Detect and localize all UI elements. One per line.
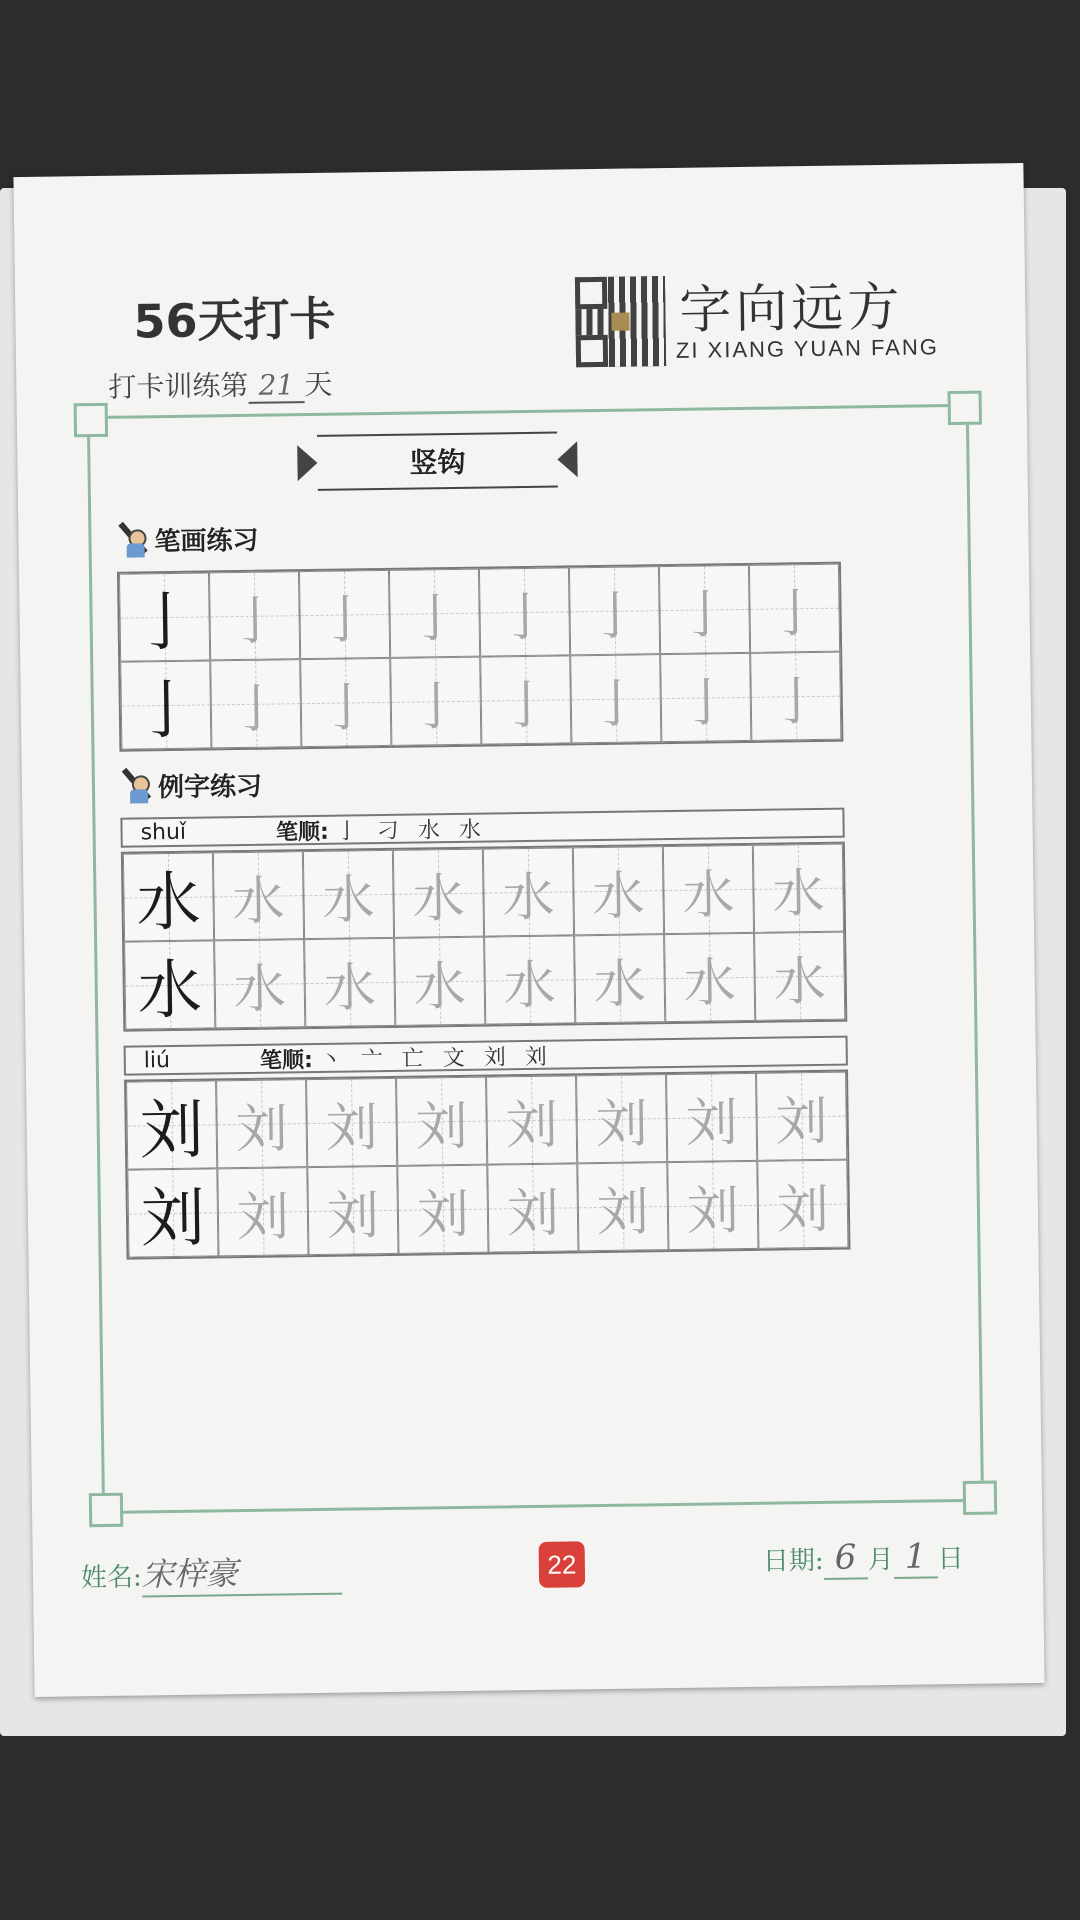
example-heading-label: 例字练习 bbox=[157, 771, 263, 804]
brand-logo: 字向远方 bbox=[678, 277, 904, 341]
handwritten-character: 亅 bbox=[679, 672, 733, 734]
handwritten-character: 亅 bbox=[769, 671, 823, 733]
practice-cell bbox=[484, 935, 575, 1024]
student-brush-icon bbox=[114, 523, 148, 557]
grid-row bbox=[124, 932, 845, 1030]
handwritten-character: 水 bbox=[592, 865, 645, 927]
practice-cell bbox=[213, 851, 304, 940]
practice-cell bbox=[479, 567, 570, 656]
handwritten-character: 亅 bbox=[589, 673, 643, 735]
name-label: 姓名: bbox=[80, 1562, 142, 1594]
practice-cell bbox=[396, 1077, 487, 1166]
grid-row bbox=[120, 652, 841, 750]
practice-cell bbox=[570, 654, 661, 743]
day-value: 21 bbox=[248, 368, 304, 404]
stroke-order: 亅 刁 水 水 bbox=[335, 817, 488, 845]
date-day: 1 bbox=[893, 1536, 938, 1579]
lesson-banner: 竖钩 bbox=[317, 432, 558, 491]
model-character: 亅 bbox=[132, 585, 198, 661]
handwritten-character: 刘 bbox=[326, 1185, 380, 1247]
handwritten-character: 水 bbox=[502, 867, 555, 928]
model-character: 水 bbox=[137, 953, 203, 1029]
handwritten-character: 亅 bbox=[499, 675, 553, 736]
qr-code-icon bbox=[575, 276, 666, 367]
worksheet-title: 56天打卡 bbox=[133, 291, 336, 349]
practice-cell bbox=[209, 571, 300, 660]
model-cell bbox=[120, 660, 211, 749]
practice-cell bbox=[217, 1167, 308, 1256]
handwritten-character: 亅 bbox=[408, 588, 462, 650]
grid-row bbox=[119, 564, 840, 662]
handwritten-character: 水 bbox=[773, 951, 827, 1013]
day-unit: 日 bbox=[937, 1543, 964, 1575]
handwritten-character: 刘 bbox=[416, 1184, 470, 1246]
handwritten-character: 水 bbox=[413, 956, 467, 1018]
month-unit: 月 bbox=[867, 1544, 894, 1576]
practice-cell bbox=[666, 1073, 757, 1162]
practice-cell bbox=[303, 850, 394, 939]
handwritten-character: 水 bbox=[682, 864, 735, 926]
stroke-grid bbox=[117, 562, 843, 752]
stroke-order: 丶 亠 亡 文 刘 刘 bbox=[319, 1044, 553, 1073]
date-label: 日期: bbox=[762, 1545, 824, 1577]
model-cell bbox=[119, 572, 210, 661]
practice-cell bbox=[307, 1166, 398, 1255]
model-cell bbox=[127, 1168, 218, 1257]
practice-cell bbox=[663, 845, 754, 934]
practice-cell bbox=[299, 570, 390, 659]
practice-cell bbox=[660, 653, 751, 742]
practice-cell bbox=[577, 1162, 668, 1251]
pinyin-text: shuǐ bbox=[140, 819, 187, 845]
practice-cell bbox=[486, 1075, 577, 1164]
name-value: 宋梓豪 bbox=[141, 1547, 342, 1598]
practice-cell bbox=[210, 659, 301, 748]
practice-cell bbox=[569, 566, 660, 655]
handwritten-character: 亅 bbox=[319, 677, 373, 739]
handwritten-character: 刘 bbox=[596, 1181, 650, 1243]
handwritten-character: 亅 bbox=[409, 676, 463, 738]
handwritten-character: 水 bbox=[772, 863, 825, 925]
handwritten-character: 水 bbox=[503, 955, 557, 1016]
practice-cell bbox=[480, 655, 571, 744]
handwritten-character: 刘 bbox=[236, 1186, 290, 1248]
handwritten-character: 刘 bbox=[325, 1097, 379, 1159]
pinyin-text: liú bbox=[143, 1047, 171, 1073]
name-field bbox=[81, 1547, 342, 1599]
model-cell bbox=[123, 852, 214, 941]
practice-cell bbox=[397, 1165, 488, 1254]
handwritten-character: 刘 bbox=[775, 1091, 829, 1153]
model-character: 水 bbox=[136, 865, 202, 941]
model-character: 刘 bbox=[139, 1093, 205, 1169]
practice-cell bbox=[300, 658, 391, 747]
handwritten-character: 水 bbox=[233, 958, 287, 1020]
practice-cell bbox=[304, 938, 395, 1027]
day-suffix: 天 bbox=[304, 367, 333, 402]
practice-cell bbox=[664, 933, 755, 1022]
page-number-badge: 22 bbox=[539, 1541, 586, 1588]
model-cell bbox=[124, 940, 215, 1029]
handwritten-character: 刘 bbox=[505, 1095, 559, 1156]
practice-cell bbox=[659, 565, 750, 654]
practice-cell bbox=[389, 569, 480, 658]
handwritten-character: 刘 bbox=[686, 1180, 740, 1242]
handwritten-character: 亅 bbox=[228, 590, 282, 652]
word-grid-liu bbox=[124, 1070, 850, 1260]
handwritten-character: 刘 bbox=[595, 1093, 649, 1155]
stroke-heading-label: 笔画练习 bbox=[154, 525, 259, 558]
practice-cell bbox=[667, 1161, 758, 1250]
practice-cell bbox=[749, 564, 840, 653]
grid-row bbox=[126, 1072, 847, 1170]
date-month: 6 bbox=[823, 1537, 868, 1580]
practice-cell bbox=[574, 934, 665, 1023]
stroke-order-label: 笔顺: bbox=[275, 819, 330, 846]
practice-cell bbox=[754, 932, 845, 1021]
handwritten-character: 水 bbox=[323, 957, 377, 1019]
practice-cell bbox=[390, 657, 481, 746]
handwritten-character: 刘 bbox=[685, 1092, 739, 1154]
practice-cell bbox=[487, 1163, 578, 1252]
handwritten-character: 亅 bbox=[678, 584, 732, 646]
stroke-practice-heading bbox=[114, 520, 259, 559]
practice-cell bbox=[753, 844, 844, 933]
model-character: 刘 bbox=[140, 1181, 206, 1257]
practice-cell bbox=[393, 849, 484, 938]
handwritten-character: 刘 bbox=[776, 1179, 830, 1241]
handwritten-character: 亅 bbox=[229, 678, 283, 740]
grid-row bbox=[127, 1160, 848, 1258]
model-character: 亅 bbox=[133, 673, 199, 749]
handwritten-character: 水 bbox=[593, 953, 647, 1015]
practice-cell bbox=[576, 1074, 667, 1163]
stroke-order-label: 笔顺: bbox=[259, 1047, 313, 1074]
practice-cell bbox=[573, 846, 664, 935]
handwritten-character: 水 bbox=[683, 952, 737, 1014]
practice-cell bbox=[306, 1078, 397, 1167]
handwritten-character: 水 bbox=[232, 870, 285, 932]
worksheet-page bbox=[13, 163, 1044, 1697]
practice-cell bbox=[216, 1079, 307, 1168]
handwritten-character: 亅 bbox=[318, 589, 372, 651]
handwritten-character: 水 bbox=[412, 868, 465, 930]
handwritten-character: 刘 bbox=[415, 1096, 469, 1158]
practice-cell bbox=[214, 939, 305, 1028]
handwritten-character: 刘 bbox=[235, 1098, 289, 1160]
practice-cell bbox=[483, 847, 574, 936]
date-field bbox=[763, 1536, 964, 1581]
grid-row bbox=[123, 844, 844, 942]
day-counter bbox=[108, 363, 333, 406]
practice-cell bbox=[756, 1072, 847, 1161]
handwritten-character: 亅 bbox=[498, 587, 552, 648]
word-grid-shui bbox=[121, 842, 847, 1032]
practice-cell bbox=[757, 1160, 848, 1249]
example-practice-heading bbox=[118, 766, 263, 805]
handwritten-character: 亅 bbox=[588, 585, 642, 647]
model-cell bbox=[126, 1080, 217, 1169]
practice-cell bbox=[394, 937, 485, 1026]
handwritten-character: 亅 bbox=[768, 583, 822, 645]
day-prefix: 打卡训练第 bbox=[108, 368, 249, 404]
practice-cell bbox=[750, 652, 841, 741]
handwritten-character: 刘 bbox=[506, 1183, 560, 1244]
student-brush-icon bbox=[118, 769, 152, 803]
brand-subtitle: ZI XIANG YUAN FANG bbox=[675, 334, 940, 363]
handwritten-character: 水 bbox=[322, 869, 375, 931]
